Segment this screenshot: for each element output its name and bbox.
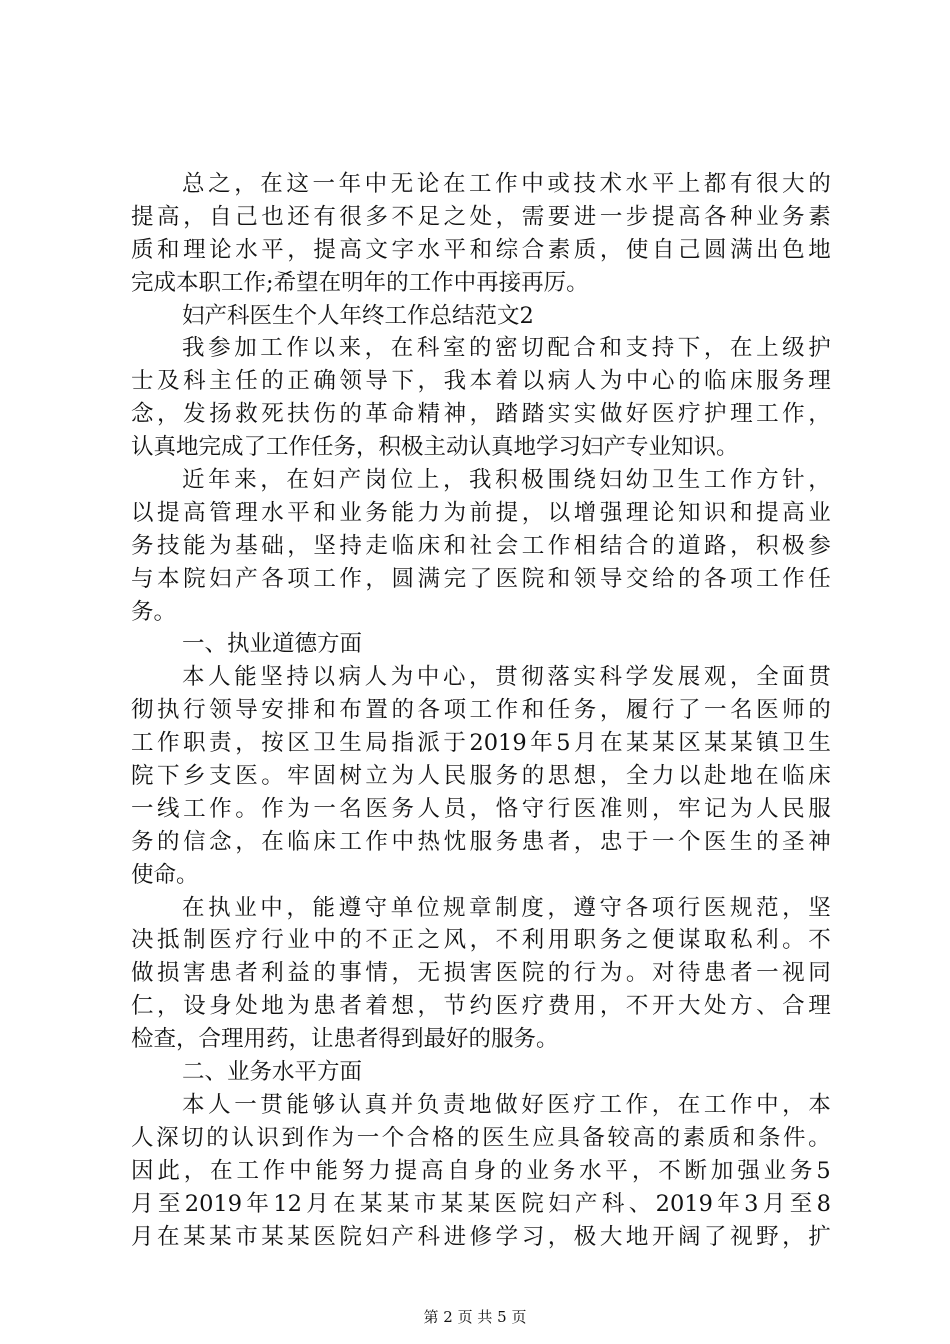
text-line: 以 提 高 管 理 水 平 和 业 务 能 力 为 前 提 ， 以 增 强 理 论 知 识 和 提 高 业: [131, 499, 831, 526]
text-line: 彻 执 行 领 导 安 排 和 布 置 的 各 项 工 作 和 任 务 ， 履 行 了 一 名 医 师 的: [131, 697, 831, 724]
text-line: 一 线 工 作 。 作 为 一 名 医 务 人 员 ， 恪 守 行 医 准 则 ， 牢 记 为 人 民 服: [131, 795, 831, 822]
text-line: 念 ， 发 扬 救 死 扶 伤 的 革 命 精 神 ， 踏 踏 实 实 做 好 医 疗 护 理 工 作 ，: [131, 401, 831, 428]
text-line: 月 至 2019 年 12 月 在 某 某 市 某 某 医 院 妇 产 科 、 2019 年 3 月 至 8: [131, 1190, 831, 1217]
text-line: 本 人 一 贯 能 够 认 真 并 负 责 地 做 好 医 疗 工 作 ， 在 工 作 中 ， 本: [182, 1091, 831, 1118]
text-line: 因 此 ， 在 工 作 中 能 努 力 提 高 自 身 的 业 务 水 平 ， 不 断 加 强 业 务 5: [131, 1157, 831, 1184]
text-line: 院 下 乡 支 医 。 牢 固 树 立 为 人 民 服 务 的 思 想 ， 全 力 以 赴 地 在 临 床: [131, 763, 831, 790]
text-line: 士 及 科 主 任 的 正 确 领 导 下 ， 我 本 着 以 病 人 为 中 心 的 临 床 服 务 理: [131, 368, 831, 395]
text-line: 质 和 理 论 水 平 ， 提 高 文 字 水 平 和 综 合 素 质 ， 使 自 己 圆 满 出 色 地: [131, 236, 831, 263]
text-line: 近 年 来 ， 在 妇 产 岗 位 上 ， 我 积 极 围 绕 妇 幼 卫 生 工 作 方 针 ，: [182, 467, 831, 494]
text-line: 二、业务水平方面: [182, 1059, 363, 1086]
text-line: 做 损 害 患 者 利 益 的 事 情 ， 无 损 害 医 院 的 行 为 。 对 待 患 者 一 视 同: [131, 960, 831, 987]
text-line: 人 深 切 的 认 识 到 作 为 一 个 合 格 的 医 生 应 具 备 较 高 的 素 质 和 条 件 。: [131, 1124, 831, 1151]
text-line: 务。: [131, 598, 177, 625]
text-line: 认真地完成了工作任务，积极主动认真地学习妇产专业知识。: [131, 434, 739, 461]
text-line: 使命。: [131, 861, 199, 888]
text-line: 务 的 信 念 ， 在 临 床 工 作 中 热 忱 服 务 患 者 ， 忠 于 一 个 医 生 的 圣 神: [131, 828, 831, 855]
text-line: 决 抵 制 医 疗 行 业 中 的 不 正 之 风 ， 不 利 用 职 务 之 便 谋 取 私 利 。 不: [131, 927, 831, 954]
text-line: 检查，合理用药，让患者得到最好的服务。: [131, 1026, 559, 1053]
text-line: 完成本职工作;希望在明年的工作中再接再厉。: [131, 269, 589, 296]
text-line: 仁 ， 设 身 处 地 为 患 者 着 想 ， 节 约 医 疗 费 用 ， 不 开 大 处 方 、 合 理: [131, 993, 831, 1020]
text-line: 在 执 业 中 ， 能 遵 守 单 位 规 章 制 度 ， 遵 守 各 项 行 医 规 范 ， 坚: [182, 894, 831, 921]
text-line: 与 本 院 妇 产 各 项 工 作 ， 圆 满 完 了 医 院 和 领 导 交 给 的 各 项 工 作 任: [131, 565, 831, 592]
text-line: 一、执业道德方面: [182, 631, 363, 658]
document-body: [131, 168, 831, 1253]
text-line: 工 作 职 责 ， 按 区 卫 生 局 指 派 于 2019 年 5 月 在 某 某 区 某 某 镇 卫 生: [131, 730, 831, 757]
text-line: 务 技 能 为 基 础 ， 坚 持 走 临 床 和 社 会 工 作 相 结 合 的 道 路 ， 积 极 参: [131, 532, 831, 559]
text-line: 月 在 某 某 市 某 某 医 院 妇 产 科 进 修 学 习 ， 极 大 地 开 阔 了 视 野 ， 扩: [131, 1223, 831, 1250]
text-line: 总 之 ， 在 这 一 年 中 无 论 在 工 作 中 或 技 术 水 平 上 都 有 很 大 的: [182, 171, 831, 197]
text-line: 本 人 能 坚 持 以 病 人 为 中 心 ， 贯 彻 落 实 科 学 发 展 观 ， 全 面 贯: [182, 664, 831, 691]
text-line: 提 高 ， 自 己 也 还 有 很 多 不 足 之 处 ， 需 要 进 一 步 提 高 各 种 业 务 素: [131, 203, 831, 230]
page-footer: 第 2 页 共 5 页: [423, 1308, 527, 1326]
text-line: 妇产科医生个人年终工作总结范文2: [182, 302, 534, 329]
text-line: 我 参 加 工 作 以 来 ， 在 科 室 的 密 切 配 合 和 支 持 下 ， 在 上 级 护: [182, 335, 831, 362]
